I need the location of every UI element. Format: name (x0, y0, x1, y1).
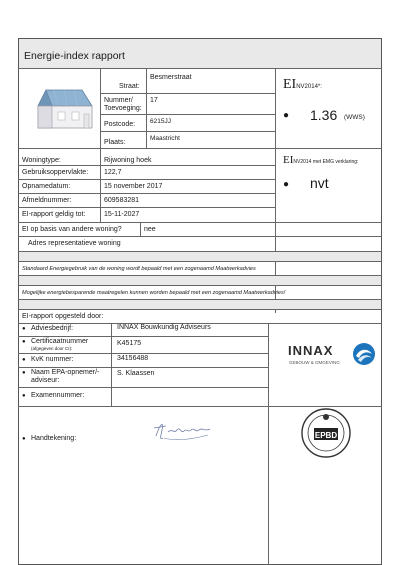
nummer-label-line2: Toevoeging: (104, 105, 142, 112)
postcode-label: Postcode: (104, 121, 136, 128)
gebruiksoppervlakte-label: Gebruiksoppervlakte: (22, 169, 89, 176)
divider (18, 336, 268, 337)
spacer-band (19, 276, 381, 285)
divider (18, 148, 275, 149)
divider (18, 285, 382, 286)
bullet-icon: ● (22, 370, 26, 376)
andere-woning-question: EI op basis van andere woning? (22, 226, 122, 233)
divider (18, 193, 275, 194)
divider (100, 93, 275, 94)
ei-title-sub: NV2014 (296, 84, 318, 90)
adviesbedrijf-label: Adviesbedrijf: (31, 325, 74, 332)
woningtype-value: Rijwoning hoek (104, 157, 152, 164)
divider (18, 236, 382, 237)
divider (140, 222, 141, 236)
divider (18, 68, 382, 69)
epbd-seal-text: EPBD (314, 431, 338, 440)
kvk-value: 34156488 (117, 355, 149, 362)
bullet-icon: ● (22, 393, 26, 399)
divider (18, 222, 382, 223)
divider (100, 68, 101, 148)
straat-value: Besmerstraat (150, 74, 192, 81)
examennummer-label: Examennummer: (31, 392, 85, 399)
ei-emg-title-sub: NV2014 met EMG (293, 159, 334, 165)
innax-logo-wordmark: INNAX (288, 343, 334, 358)
straat-label: Straat: (119, 83, 140, 90)
divider (268, 323, 269, 565)
bullet-icon: ● (283, 110, 290, 121)
standard-note: Standaard Energiegebruik van de woning wordt bepaald met een zogenaamd Maatwerkadvies (22, 266, 256, 272)
ei-emg-value: nvt (310, 175, 329, 191)
measures-note: Mogelijke energiebesparende maatregelen kunnen worden bepaald met een zogenaamd Maatwerkadvies! (22, 290, 286, 296)
page-title: Energie-index rapport (24, 50, 125, 62)
woningtype-label: Woningtype: (22, 157, 61, 164)
ei-emg-title-suffix: verklaring: (333, 159, 359, 165)
ei-value: 1.36 (310, 107, 338, 123)
epbd-seal (300, 407, 352, 459)
ei-title-suffix: *: (317, 84, 322, 90)
opnamedatum-label: Opnamedatum: (22, 183, 71, 190)
divider (100, 148, 101, 222)
bullet-icon: ● (22, 339, 26, 345)
nummer-value: 17 (150, 97, 158, 104)
divider (18, 207, 275, 208)
naam-label-line1: Naam EPA-opnemer/- (31, 369, 100, 376)
ei-title (283, 78, 322, 94)
innax-logo-tagline: GEBOUW & OMGEVING (289, 360, 340, 365)
postcode-value: 6215JJ (150, 118, 171, 125)
bullet-icon: ● (22, 357, 26, 363)
opnamedatum-value: 15 november 2017 (104, 183, 163, 190)
divider (18, 261, 382, 262)
divider (146, 68, 147, 148)
geldig-tot-value: 15-11-2027 (104, 211, 140, 218)
afmeldnummer-label: Afmeldnummer: (22, 197, 72, 204)
geldig-tot-label: EI-rapport geldig tot: (22, 211, 86, 218)
ei-title-main: EI (283, 77, 297, 92)
naam-value: S. Klaassen (117, 370, 155, 377)
divider (18, 387, 268, 388)
kvk-label: KvK nummer: (31, 356, 74, 363)
divider (18, 179, 275, 180)
andere-woning-answer: nee (144, 226, 156, 233)
divider (18, 309, 382, 310)
gebruiksoppervlakte-value: 122,7 (104, 169, 122, 176)
certificaat-sub-label: (afgegeven door CI): (31, 346, 73, 351)
divider (275, 148, 382, 149)
opgesteld-door-heading: EI-rapport opgesteld door: (22, 313, 104, 320)
bullet-icon: ● (22, 326, 26, 332)
naam-label-line2: adviseur: (31, 377, 60, 384)
divider (100, 131, 275, 132)
bullet-icon: ● (283, 179, 290, 190)
adviesbedrijf-value: INNAX Bouwkundig Adviseurs (117, 324, 211, 331)
divider (100, 114, 275, 115)
certificaat-value: K45175 (117, 340, 142, 347)
spacer-band (19, 300, 381, 309)
representatieve-woning-label: Adres representatieve woning (28, 240, 121, 247)
divider (18, 165, 275, 166)
afmeldnummer-value: 609583281 (104, 197, 140, 204)
spacer-band (19, 252, 381, 261)
ei-unit: (WWS) (344, 114, 365, 121)
divider (18, 353, 268, 354)
innax-logo (288, 342, 376, 370)
plaats-label: Plaats: (104, 139, 126, 146)
house-illustration (32, 82, 94, 132)
innax-logo-mark (352, 342, 376, 366)
ei-emg-title (283, 154, 358, 168)
nummer-label-line1: Nummer/ (104, 97, 133, 104)
signature-image (150, 414, 220, 446)
bullet-icon: ● (22, 436, 26, 442)
handtekening-label: Handtekening: (31, 435, 77, 442)
plaats-value: Maastricht (150, 135, 180, 142)
divider (18, 367, 268, 368)
certificaat-label: Certificaatnummer (31, 338, 89, 345)
ei-emg-title-main: EI (283, 154, 294, 166)
